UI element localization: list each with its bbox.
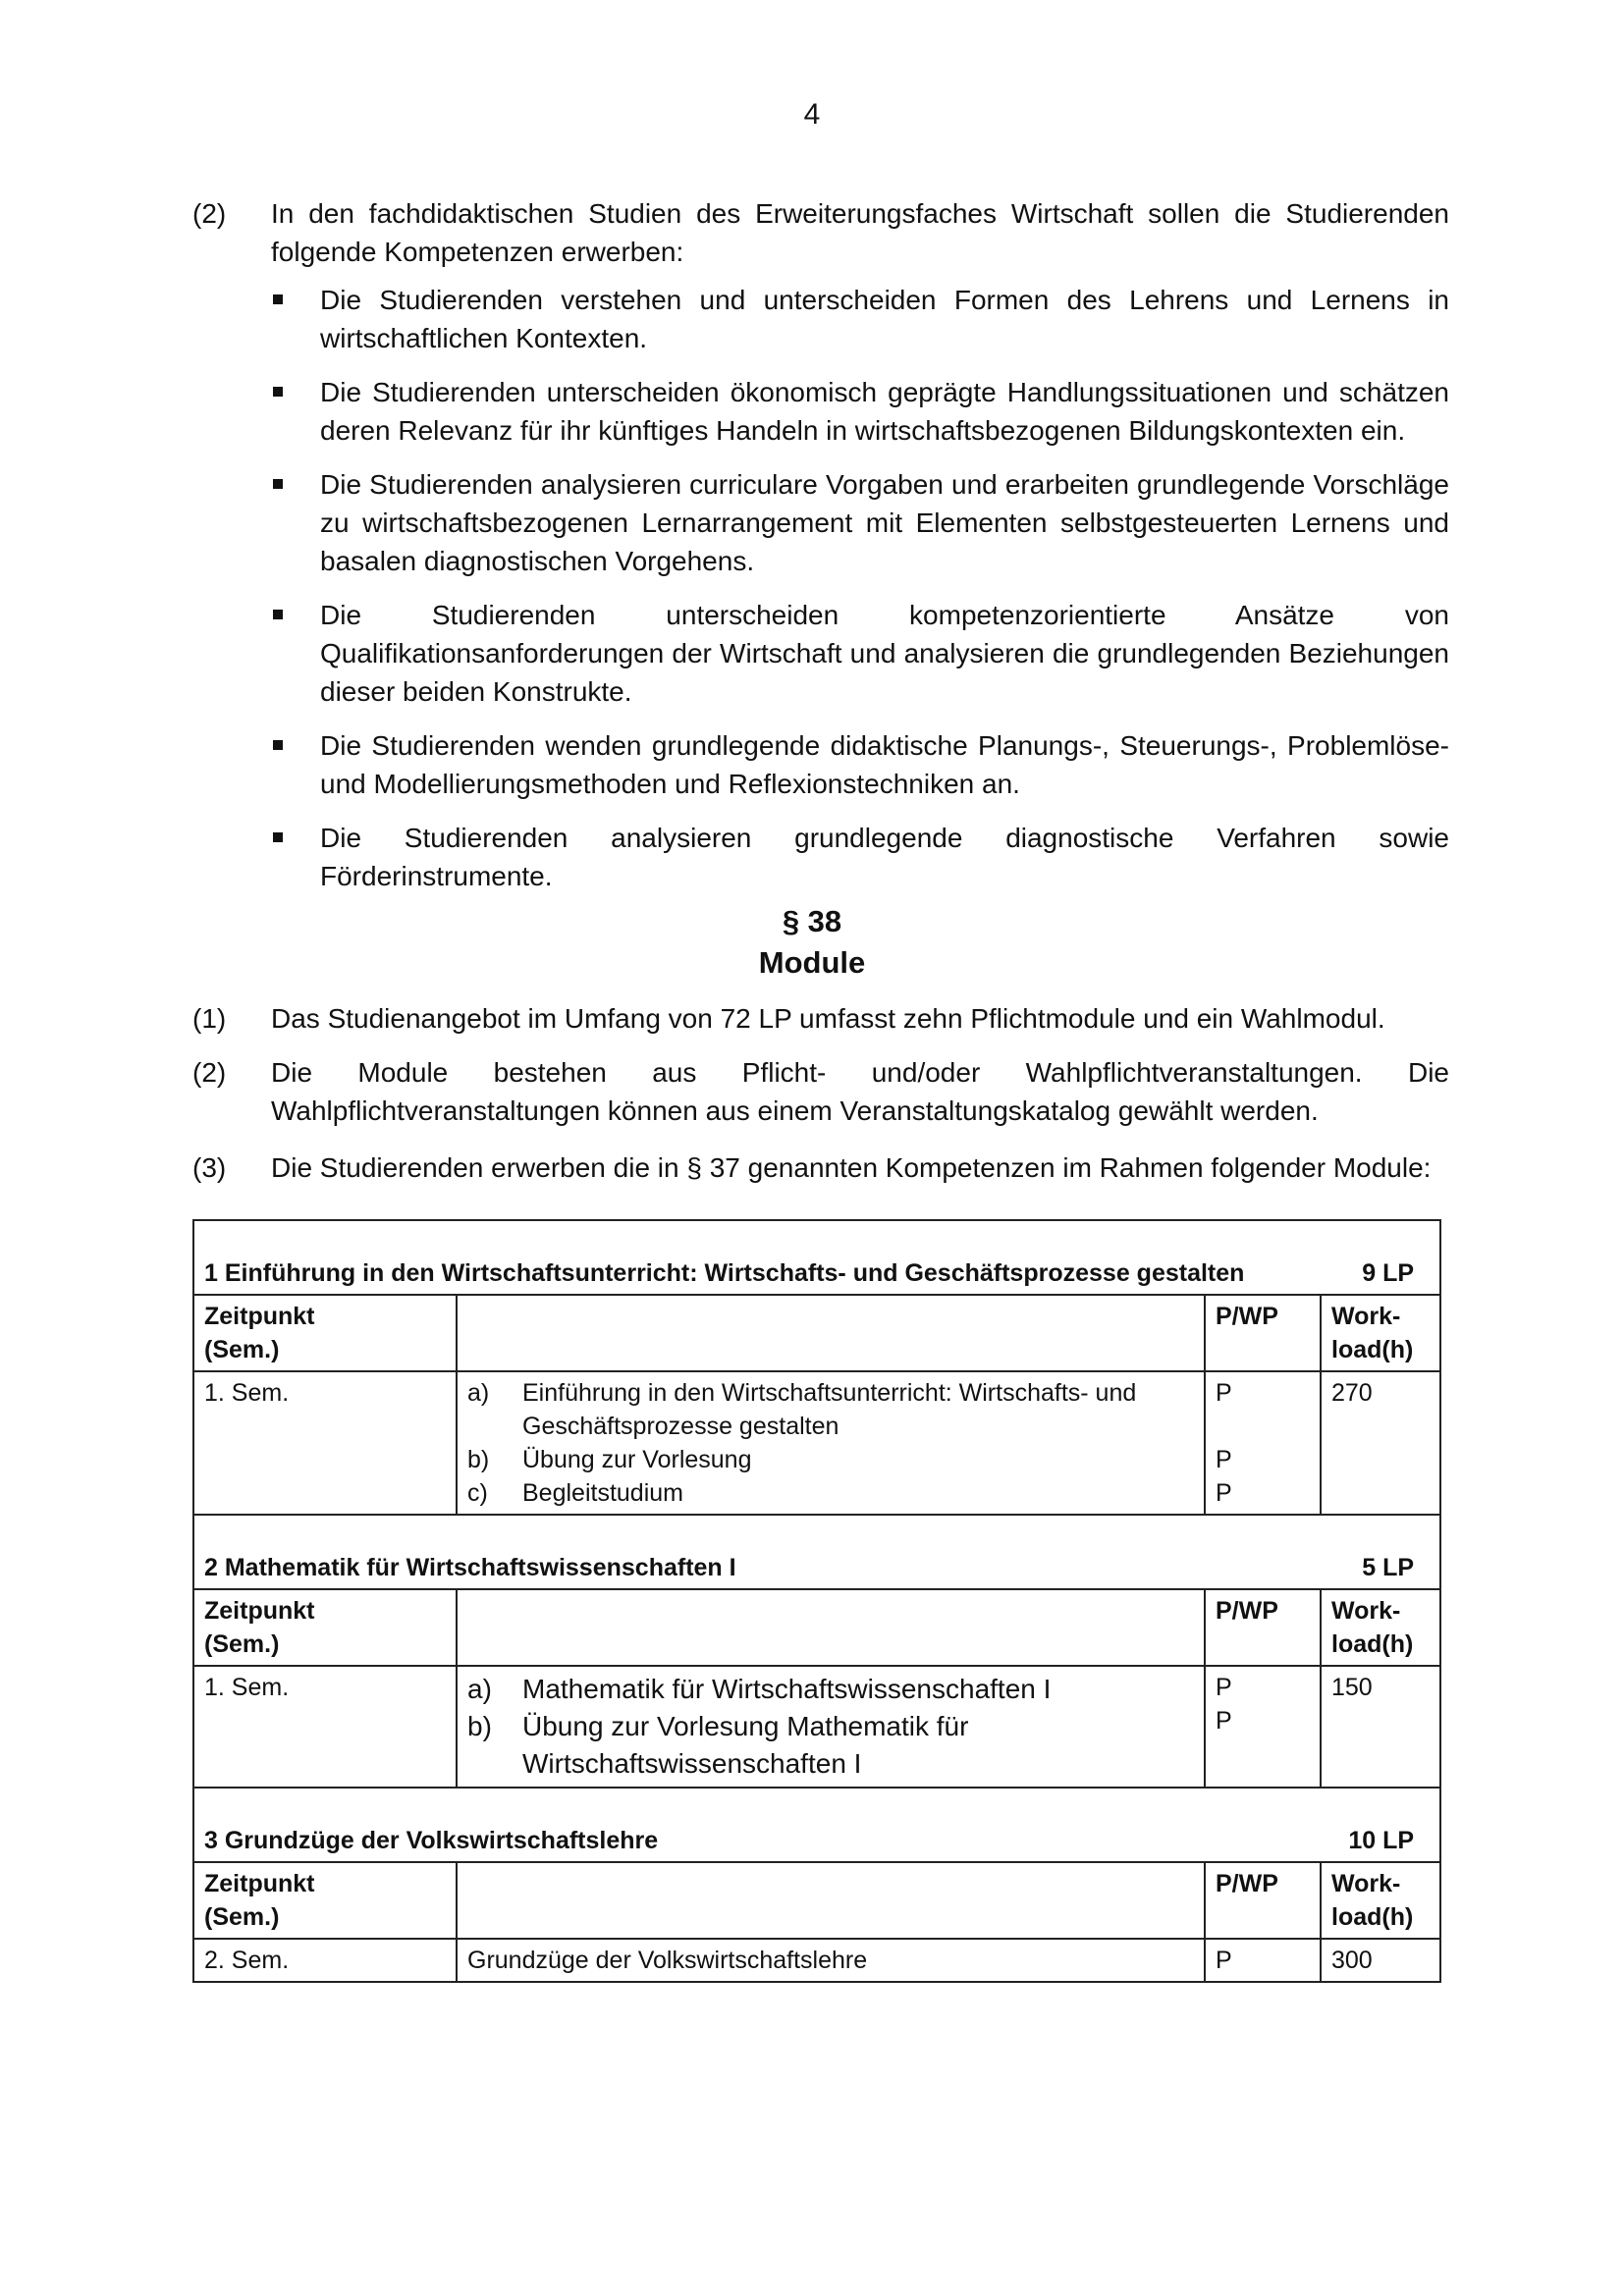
- workload-cell: 270: [1321, 1371, 1440, 1515]
- paragraph-text: Das Studienangebot im Umfang von 72 LP umfasst zehn Pflichtmodule und ein Wahlmodul.: [271, 1003, 1385, 1034]
- course-item: a) Einführung in den Wirtschaftsunterricht: Wirtschafts- und Geschäftsprozesse gestalten: [467, 1379, 1137, 1440]
- module-title: 3 Grundzüge der Volkswirtschaftslehre: [204, 1827, 659, 1854]
- table-header-row: [193, 1862, 1440, 1939]
- sem-header: (Sem.): [204, 1903, 280, 1931]
- competence-list: [271, 281, 1449, 895]
- paragraph-text: Die Module bestehen aus Pflicht- und/oder Wahlpflichtveranstaltungen. Die Wahlpflichtveranstaltungen können aus einem Veranstaltungskatalog gewählt werden.: [271, 1057, 1449, 1126]
- paragraph-number: (2): [192, 198, 227, 229]
- table-header-row: [193, 1295, 1440, 1371]
- competence-section: [192, 194, 1449, 911]
- section-title: Module: [758, 945, 866, 980]
- sem-header: (Sem.): [204, 1630, 280, 1658]
- pwp-header: P/WP: [1205, 1295, 1321, 1371]
- list-item: Die Studierenden analysieren grundlegende diagnostische Verfahren sowie Förderinstrumente.: [271, 819, 1449, 895]
- module-title: 1 Einführung in den Wirtschaftsunterricht: Wirtschafts- und Geschäftsprozesse gestalten: [204, 1259, 1245, 1287]
- table-row: [193, 1939, 1440, 1982]
- semester-cell: 2. Sem.: [193, 1939, 457, 1982]
- section-sign: § 38: [782, 904, 842, 938]
- page-number: 4: [803, 98, 821, 131]
- zeitpunkt-header: Zeitpunkt: [204, 1870, 315, 1897]
- workload-header: Work-: [1331, 1597, 1401, 1625]
- zeitpunkt-header: Zeitpunkt: [204, 1303, 315, 1330]
- paragraph-number: (3): [192, 1152, 227, 1183]
- table-row: [193, 1666, 1440, 1788]
- module-table: [192, 1219, 1441, 1983]
- module-credits: 10 LP: [1348, 1827, 1415, 1854]
- bullet-square-icon: [273, 294, 283, 304]
- workload-header: Work-: [1331, 1870, 1401, 1897]
- paragraph-number: (2): [192, 1057, 227, 1088]
- module-title-row: [193, 1515, 1440, 1589]
- bullet-square-icon: [273, 479, 283, 489]
- semester-cell: 1. Sem.: [193, 1666, 457, 1788]
- course-type: P: [1216, 1379, 1232, 1407]
- competence-intro: In den fachdidaktischen Studien des Erweiterungsfaches Wirtschaft sollen die Studierenden folgende Kompetenzen erwerben:: [271, 198, 1449, 267]
- pwp-header: P/WP: [1205, 1589, 1321, 1666]
- course-type: P: [1205, 1939, 1321, 1982]
- bullet-square-icon: [273, 832, 283, 842]
- paragraph-text: Die Studierenden erwerben die in § 37 genannten Kompetenzen im Rahmen folgender Module:: [271, 1152, 1432, 1183]
- module-title: 2 Mathematik für Wirtschaftswissenschaften I: [204, 1554, 736, 1581]
- course-type: P: [1216, 1446, 1232, 1473]
- list-item: Die Studierenden wenden grundlegende didaktische Planungs-, Steuerungs-, Problemlöse- und Modellierungsmethoden und Reflexionstechniken an.: [271, 726, 1449, 803]
- module-credits: 5 LP: [1362, 1554, 1415, 1581]
- course-item: c) Begleitstudium: [467, 1479, 683, 1507]
- table-header-row: [193, 1589, 1440, 1666]
- module-title-row: [193, 1220, 1440, 1295]
- course-type: P: [1216, 1707, 1232, 1735]
- course-item: a) Mathematik für Wirtschaftswissenschaften I: [467, 1674, 1052, 1704]
- module-title-row: [193, 1788, 1440, 1862]
- list-item: Die Studierenden analysieren curriculare Vorgaben und erarbeiten grundlegende Vorschläge zu wirtschaftsbezogenen Lernarrangement mit Elementen selbstgesteuerten Lernens und basalen diagnostischen Vorgehens.: [271, 465, 1449, 580]
- workload-header-unit: load(h): [1331, 1630, 1414, 1658]
- sem-header: (Sem.): [204, 1336, 280, 1363]
- workload-header-unit: load(h): [1331, 1336, 1414, 1363]
- semester-cell: 1. Sem.: [193, 1371, 457, 1515]
- course-cell: Grundzüge der Volkswirtschaftslehre: [457, 1939, 1205, 1982]
- course-item: b) Übung zur Vorlesung: [467, 1446, 752, 1473]
- workload-header: Work-: [1331, 1303, 1401, 1330]
- workload-cell: 300: [1321, 1939, 1440, 1982]
- course-type: P: [1216, 1479, 1232, 1507]
- course-item: b) Übung zur Vorlesung Mathematik für Wirtschaftswissenschaften I: [467, 1711, 969, 1779]
- table-row: [193, 1371, 1440, 1515]
- pwp-header: P/WP: [1205, 1862, 1321, 1939]
- workload-header-unit: load(h): [1331, 1903, 1414, 1931]
- paragraph-number: (1): [192, 1003, 227, 1034]
- bullet-square-icon: [273, 740, 283, 750]
- module-paragraph-2: [192, 1053, 1449, 1130]
- list-item: Die Studierenden unterscheiden kompetenzorientierte Ansätze von Qualifikationsanforderungen der Wirtschaft und analysieren die grundlegenden Beziehungen dieser beiden Konstrukte.: [271, 596, 1449, 711]
- module-paragraph-1: [192, 999, 1449, 1038]
- module-credits: 9 LP: [1362, 1259, 1415, 1287]
- bullet-square-icon: [273, 387, 283, 397]
- list-item: Die Studierenden unterscheiden ökonomisch geprägte Handlungssituationen und schätzen deren Relevanz für ihr künftiges Handeln in wirtschaftsbezogenen Bildungskontexten ein.: [271, 373, 1449, 450]
- bullet-square-icon: [273, 610, 283, 619]
- list-item: Die Studierenden verstehen und unterscheiden Formen des Lehrens und Lernens in wirtschaftlichen Kontexten.: [271, 281, 1449, 357]
- course-type: P: [1216, 1674, 1232, 1701]
- module-paragraph-3: [192, 1148, 1449, 1187]
- workload-cell: 150: [1321, 1666, 1440, 1788]
- zeitpunkt-header: Zeitpunkt: [204, 1597, 315, 1625]
